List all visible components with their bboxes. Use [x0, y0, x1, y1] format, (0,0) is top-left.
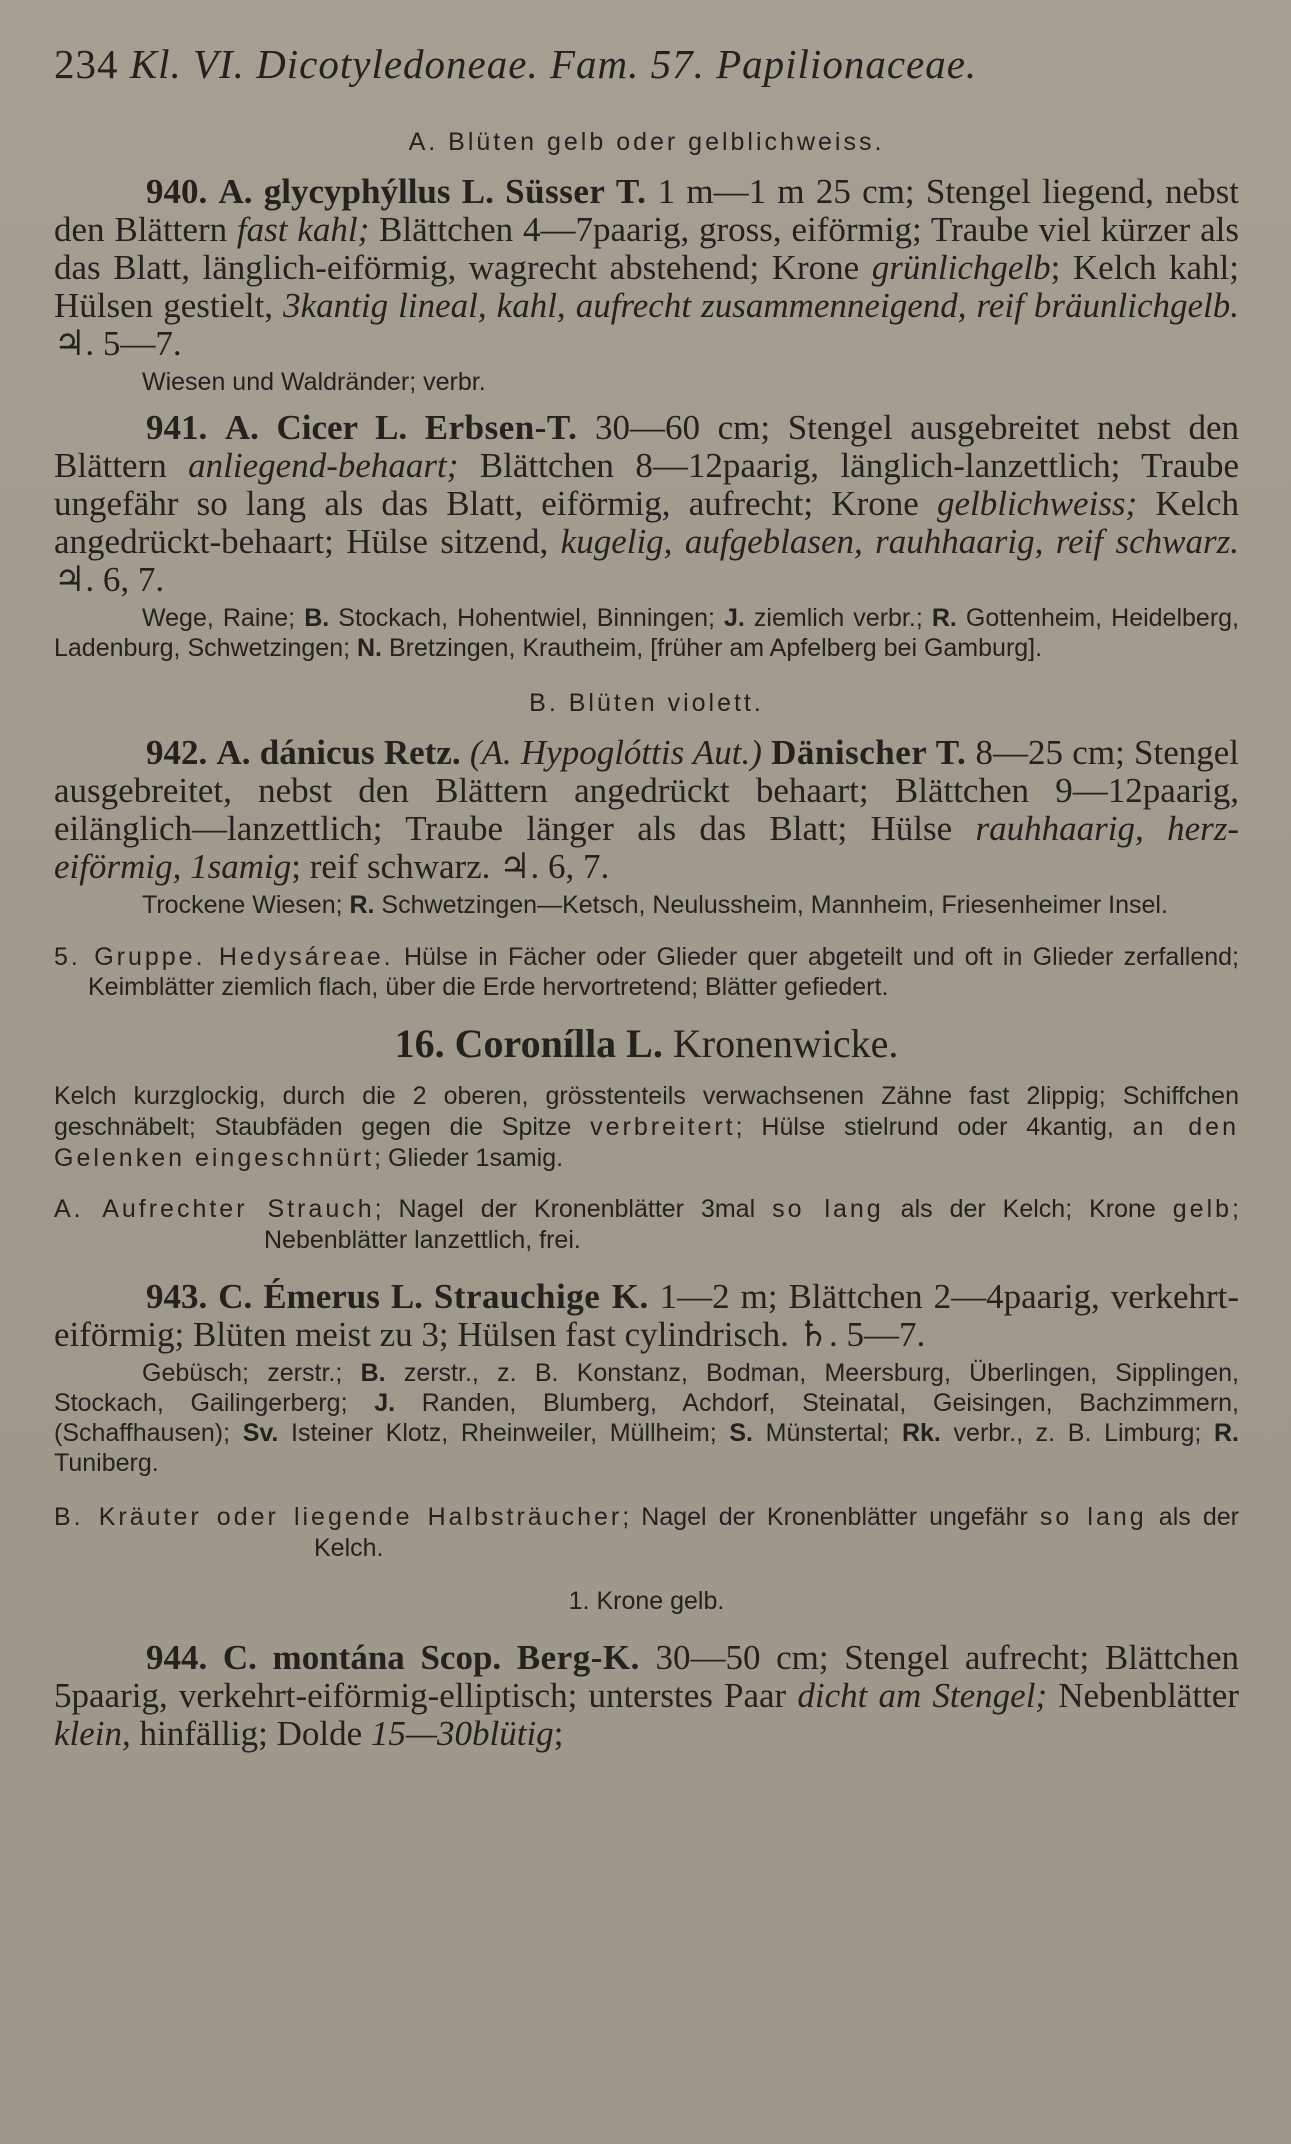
page-number: 234	[54, 41, 119, 87]
group-heading	[54, 942, 1239, 1002]
genus-number: 16.	[394, 1021, 445, 1066]
entry-943	[54, 1278, 1239, 1354]
description-text: ♃. 6, 7.	[54, 560, 165, 599]
genus-text-spaced: an den Gelenken eingeschnürt	[54, 1113, 1239, 1172]
region-abbrev: B.	[360, 1359, 386, 1387]
locality-text: Randen, Blumberg, Achdorf, Steinatal, Geisingen, Bachzimmern, (Schaffhausen);	[54, 1389, 1239, 1447]
description-text: Nebenblätter	[1047, 1676, 1239, 1715]
group-label: 5. Gruppe. Hedysáreae.	[54, 943, 394, 971]
description-italic: dicht am Stengel;	[797, 1676, 1048, 1715]
description-italic: grünlichgelb	[871, 248, 1051, 287]
vernacular-name: Dänischer T.	[771, 733, 967, 772]
entry-number: 943.	[146, 1277, 208, 1316]
subsection-b	[54, 1502, 1239, 1564]
entry-940	[54, 173, 1239, 363]
genus-text: Kelch kurzglockig, durch die 2 oberen, grösstenteils verwachsenen Zähne fast 2lippig; Schiffchen geschnäbelt; Staubfäden gegen die Spitze	[54, 1082, 1239, 1141]
species-name: A. dánicus Retz.	[216, 733, 461, 772]
species-name: C. Émerus L.	[218, 1277, 423, 1316]
genus-text-spaced: verbreitert	[590, 1113, 736, 1141]
description-text: hinfällig; Dolde	[130, 1714, 371, 1753]
subsection-text-spaced: gelb	[1172, 1195, 1233, 1223]
description-text: Blättchen 4—7paarig, gross, eiförmig; Traube viel kürzer als das Blatt, länglich-eiförmig, wagrecht abstehend; Krone	[54, 210, 1239, 287]
description-text: ;	[553, 1714, 564, 1753]
subsection-label: B. Kräuter oder liegende Halbsträucher	[54, 1503, 623, 1531]
group-description: Hülse in Fächer oder Glieder quer abgeteilt und oft in Glieder zerfallend; Keimblätter ziemlich flach, über die Erde hervortretend; Blätter gefiedert.	[88, 943, 1239, 1001]
locality-941	[54, 603, 1239, 663]
locality-text: Schwetzingen—Ketsch, Neulussheim, Mannheim, Friesenheimer Insel.	[374, 891, 1168, 919]
running-title: Kl. VI. Dicotyledoneae. Fam. 57. Papilionaceae.	[129, 41, 978, 87]
region-abbrev: J.	[374, 1389, 396, 1417]
species-name: A. glycyphýllus L.	[218, 172, 494, 211]
genus-description	[54, 1081, 1239, 1174]
subsection-text: als der Kelch; Krone	[883, 1195, 1173, 1223]
description-text: 1—2 m; Blättchen 2—4paarig, verkehrt-eiförmig; Blüten meist zu 3; Hülsen fast cylindrisch. ♄. 5—7.	[54, 1277, 1240, 1354]
subsection-1: 1. Krone gelb.	[568, 1587, 725, 1615]
description-italic: kugelig, aufgeblasen, rauhhaarig, reif schwarz.	[560, 522, 1240, 561]
genus-heading	[54, 1020, 1239, 1067]
vernacular-name: Erbsen-T.	[424, 408, 578, 447]
description-italic: rauhhaarig, herz-eiförmig, 1samig	[54, 809, 1239, 886]
genus-text: ; Glieder 1samig.	[374, 1144, 564, 1172]
locality-text: Isteiner Klotz, Rheinweiler, Müllheim;	[278, 1419, 730, 1447]
locality-text: Gottenheim, Heidelberg, Ladenburg, Schwetzingen;	[54, 604, 1239, 662]
section-heading-a: A. Blüten gelb oder gelblichweiss.	[408, 128, 885, 156]
locality-943	[54, 1358, 1239, 1478]
entry-number: 940.	[146, 172, 208, 211]
region-abbrev: N.	[357, 634, 382, 662]
entry-number: 941.	[146, 408, 208, 447]
section-heading-b: B. Blüten violett.	[529, 689, 764, 717]
region-abbrev: J.	[724, 604, 745, 632]
vernacular-name: Berg-K.	[516, 1638, 640, 1677]
subsection-text-spaced: so lang	[1039, 1503, 1147, 1531]
description-text: ; Kelch kahl; Hülsen gestielt,	[54, 248, 1239, 325]
locality-text: Tuniberg.	[54, 1449, 159, 1477]
genus-text: ; Hülse stielrund oder 4kantig,	[735, 1113, 1133, 1141]
locality-text: ziemlich verbr.;	[744, 604, 932, 632]
locality-text: Wege, Raine;	[142, 604, 305, 632]
description-italic: anliegend-behaart;	[188, 446, 459, 485]
subsection-text: als der Kelch.	[314, 1503, 1239, 1562]
subsection-label: A. Aufrechter Strauch	[54, 1195, 375, 1223]
description-text: ♃. 5—7.	[54, 324, 182, 363]
description-text: 1 m—1 m 25 cm; Stengel liegend, nebst den Blättern	[54, 172, 1239, 249]
subsection-text: ; Nagel der Kronenblätter ungefähr	[622, 1503, 1040, 1531]
subsection-text: ; Nagel der Kronenblätter 3mal	[374, 1195, 773, 1223]
entry-number: 942.	[146, 733, 208, 772]
vernacular-name: Süsser T.	[505, 172, 647, 211]
entry-942	[54, 734, 1239, 886]
description-text: 30—60 cm; Stengel ausgebreitet nebst den Blättern	[54, 408, 1240, 485]
region-abbrev: S.	[729, 1419, 753, 1447]
region-abbrev: Sv.	[242, 1419, 279, 1447]
region-abbrev: B.	[304, 604, 330, 632]
locality-text: Gebüsch; zerstr.;	[142, 1359, 361, 1387]
locality-text: Trockene Wiesen;	[142, 891, 350, 919]
subsection-a	[54, 1194, 1239, 1256]
locality-text: zerstr., z. B. Konstanz, Bodman, Meersburg, Überlingen, Sipplingen, Stockach, Gailingerberg;	[54, 1359, 1240, 1417]
description-italic: fast kahl;	[236, 210, 370, 249]
locality-text: verbr., z. B. Limburg;	[940, 1419, 1214, 1447]
region-abbrev: R.	[931, 604, 957, 632]
description-italic: 15—30blütig	[370, 1714, 554, 1753]
species-name: A. Cicer L.	[224, 408, 408, 447]
region-abbrev: Rk.	[901, 1419, 941, 1447]
synonym: (A. Hypoglóttis Aut.)	[469, 733, 762, 772]
description-text: ; reif schwarz. ♃. 6, 7.	[291, 847, 610, 886]
description-text: Blättchen 8—12paarig, länglich-lanzettlich; Traube ungefähr so lang als das Blatt, eiförmig, aufrecht; Krone	[54, 446, 1239, 523]
genus-name: Coronílla L.	[454, 1021, 663, 1066]
species-name: C. montána Scop.	[222, 1638, 502, 1677]
description-text: 8—25 cm; Stengel ausgebreitet, nebst den Blättern angedrückt behaart; Blättchen 9—12paarig, eilänglich—lanzettlich; Traube länger als das Blatt; Hülse	[54, 733, 1240, 848]
locality-text: Bretzingen, Krautheim, [früher am Apfelberg bei Gamburg].	[382, 634, 1043, 662]
description-italic: 3kantig lineal, kahl, aufrecht zusammenneigend, reif bräunlichgelb.	[283, 286, 1240, 325]
entry-number: 944.	[146, 1638, 208, 1677]
locality-942	[54, 890, 1239, 920]
subsection-text-spaced: so lang	[772, 1195, 884, 1223]
vernacular-name: Strauchige K.	[433, 1277, 649, 1316]
running-head	[54, 40, 1239, 88]
genus-common-name: Kronenwicke.	[672, 1021, 899, 1066]
description-italic: klein,	[54, 1714, 131, 1753]
entry-944	[54, 1639, 1239, 1753]
subsection-text: ; Nebenblätter lanzettlich, frei.	[264, 1195, 1239, 1254]
region-abbrev: R.	[1214, 1419, 1239, 1447]
locality-text: Münstertal;	[752, 1419, 902, 1447]
locality-940: Wiesen und Waldränder; verbr.	[142, 368, 486, 396]
description-text: Kelch angedrückt-behaart; Hülse sitzend,	[54, 484, 1239, 561]
region-abbrev: R.	[349, 891, 375, 919]
locality-text: Stockach, Hohentwiel, Binningen;	[329, 604, 725, 632]
entry-941	[54, 409, 1239, 599]
description-text: 30—50 cm; Stengel aufrecht; Blättchen 5paarig, verkehrt-eiförmig-elliptisch; unterstes Paar	[54, 1638, 1239, 1715]
description-italic: gelblichweiss;	[936, 484, 1138, 523]
